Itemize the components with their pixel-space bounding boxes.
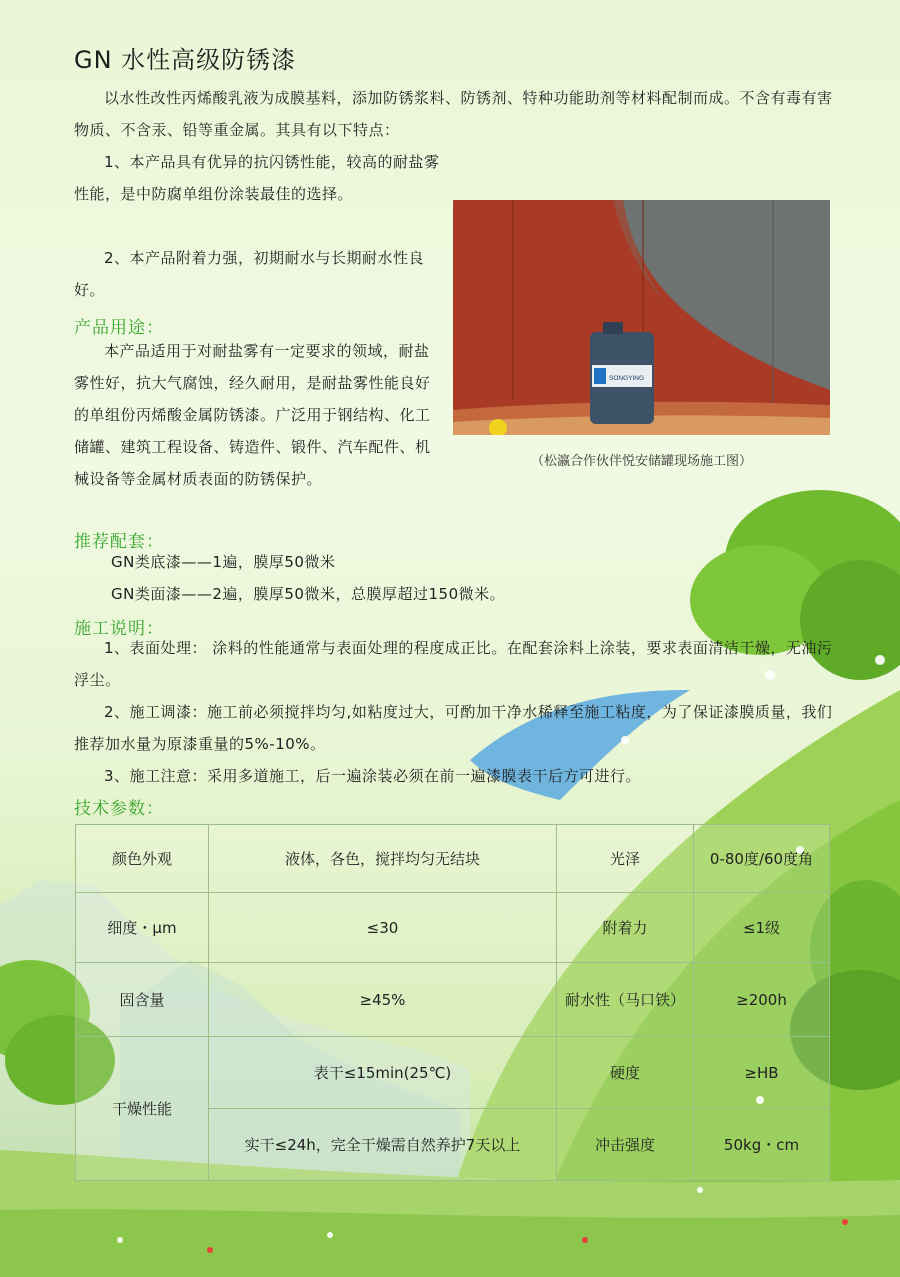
usage-heading: 产品用途：: [74, 318, 164, 338]
specs-heading: 技术参数：: [74, 799, 164, 819]
system-heading: 推荐配套：: [74, 532, 164, 552]
intro-paragraph: 以水性改性丙烯酸乳液为成膜基料，添加防锈浆料、防锈剂、特种功能助剂等材料配制而成。不含有毒有害物质、不含汞、铅等重金属。其具有以下特点：: [74, 89, 833, 139]
spec-value: 实干≤24h，完全干燥需自然养护7天以上: [209, 1109, 557, 1181]
tank-site-photo: [453, 200, 830, 435]
page-title: GN 水性高级防锈漆: [74, 46, 297, 74]
spec-label: 附着力: [557, 893, 694, 963]
spec-value: ≤30: [209, 893, 557, 963]
usage-paragraph: 本产品适用于对耐盐雾有一定要求的领域，耐盐雾性好，抗大气腐蚀，经久耐用，是耐盐雾性能良好的单组份丙烯酸金属防锈漆。广泛用于钢结构、化工储罐、建筑工程设备、铸造件、锻件、汽车配件、机械设备等金属材质表面的防锈保护。: [74, 342, 431, 488]
spec-label: 固含量: [76, 963, 209, 1037]
spec-value: ≥200h: [694, 963, 830, 1037]
feature-2: 2、本产品附着力强，初期耐水与长期耐水性良好。: [74, 249, 425, 299]
bucket-label: SONGYING: [609, 375, 645, 382]
spec-value: 液体，各色，搅拌均匀无结块: [209, 825, 557, 893]
spec-value: 表干≤15min(25℃): [209, 1037, 557, 1109]
spec-label: 干燥性能: [76, 1037, 209, 1181]
spec-value: ≥45%: [209, 963, 557, 1037]
spec-label: 颜色外观: [76, 825, 209, 893]
spec-value: 50kg・cm: [694, 1109, 830, 1181]
spec-label: 冲击强度: [557, 1109, 694, 1181]
feature-1: 1、本产品具有优异的抗闪锈性能，较高的耐盐雾性能，是中防腐单组份涂装最佳的选择。: [74, 153, 440, 203]
spec-label: 光泽: [557, 825, 694, 893]
application-step-3: 3、施工注意：采用多道施工，后一遍涂装必须在前一遍漆膜表干后方可进行。: [104, 767, 642, 785]
spec-value: 0-80度/60度角: [694, 825, 830, 893]
application-heading: 施工说明：: [74, 619, 164, 639]
spec-value: ≤1级: [694, 893, 830, 963]
application-step-2: 2、施工调漆：施工前必须搅拌均匀,如粘度过大，可酌加干净水稀释至施工粘度，为了保证漆膜质量，我们推荐加水量为原漆重量的5%-10%。: [74, 703, 833, 753]
table-row: [76, 825, 830, 893]
system-line-2: GN类面漆——2遍，膜厚50微米，总膜厚超过150微米。: [111, 585, 506, 603]
system-line-1: GN类底漆——1遍，膜厚50微米: [111, 553, 336, 571]
spec-label: 细度・μm: [76, 893, 209, 963]
photo-caption: （松瀛合作伙伴悦安储罐现场施工图）: [530, 454, 752, 469]
spec-value: ≥HB: [694, 1037, 830, 1109]
table-row: [76, 1037, 830, 1109]
table-row: [76, 893, 830, 963]
application-step-1: 1、表面处理： 涂料的性能通常与表面处理的程度成正比。在配套涂料上涂装，要求表面清洁干燥，无油污浮尘。: [74, 639, 833, 689]
spec-label: 耐水性（马口铁）: [557, 963, 694, 1037]
table-row: [76, 963, 830, 1037]
spec-label: 硬度: [557, 1037, 694, 1109]
specs-table: [75, 824, 830, 1181]
